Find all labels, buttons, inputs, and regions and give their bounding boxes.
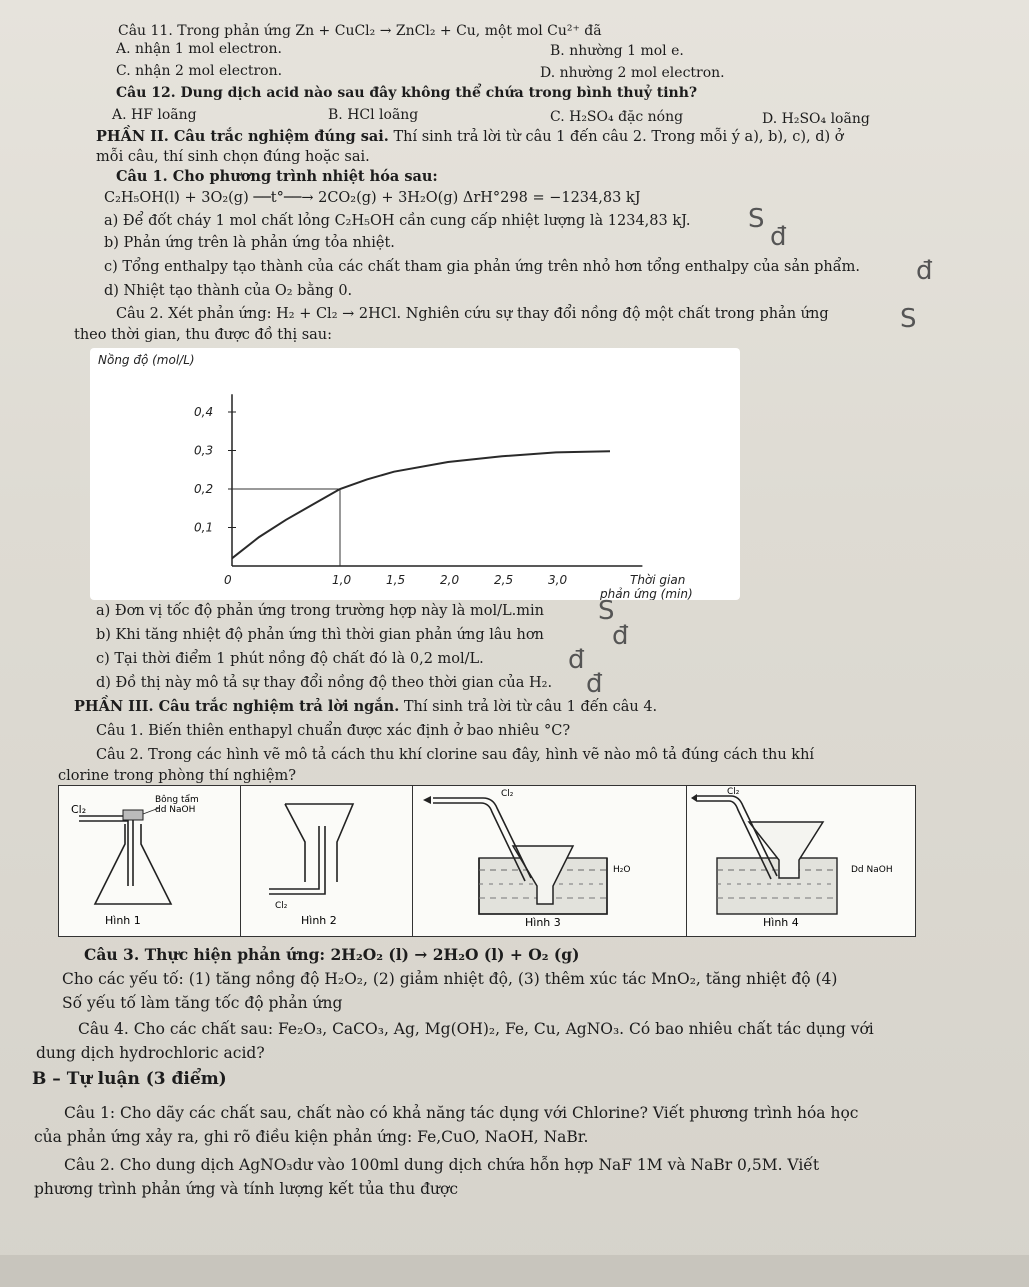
part2-header (96, 128, 844, 146)
q12-option-c: C. H₂SO₄ đặc nóng (550, 109, 684, 125)
flask-setup-drawing (59, 786, 241, 936)
figure-2 (240, 785, 414, 937)
p2-q2-d: d) Đồ thị này mô tả sự thay đổi nồng độ theo thời gian của H₂. (96, 675, 553, 691)
q11-option-a: A. nhận 1 mol electron. (116, 41, 282, 57)
p2-q1-a: a) Để đốt cháy 1 mol chất lỏng C₂H₅OH cần cung cấp nhiệt lượng là 1234,83 kJ. (104, 213, 691, 229)
handwritten-s-mark: S (598, 596, 615, 626)
handwritten-d-mark: đ (916, 256, 933, 286)
part3-title: PHẦN III. Câu trắc nghiệm trả lời ngắn. (74, 698, 400, 715)
naoh-trough-drawing (687, 786, 915, 936)
handwritten-d-mark: đ (770, 222, 787, 252)
water-trough-drawing (413, 786, 687, 936)
figure-3-caption: Hình 3 (525, 916, 561, 929)
part2-intro-2: mỗi câu, thí sinh chọn đúng hoặc sai. (96, 149, 370, 165)
figure-1-pad-label-1: Bông tẩm (155, 795, 199, 805)
p2-q1-d: d) Nhiệt tạo thành của O₂ bằng 0. (104, 283, 353, 299)
figure-3-gas-label: Cl₂ (501, 789, 514, 799)
handwritten-s-mark: S (748, 204, 765, 234)
x-tick-label: 0 (224, 573, 232, 587)
chlorine-collection-figures (58, 785, 916, 935)
p3-q2-2: clorine trong phòng thí nghiệm? (58, 768, 296, 784)
figure-3 (412, 785, 688, 937)
p3-q4-2: dung dịch hydrochloric acid? (36, 1044, 265, 1062)
x-tick-label: 1,0 (332, 573, 352, 587)
p2-q1-b: b) Phản ứng trên là phản ứng tỏa nhiệt. (104, 235, 395, 251)
q11-option-c: C. nhận 2 mol electron. (116, 63, 283, 79)
concentration-chart (90, 348, 740, 600)
q11-option-d: D. nhường 2 mol electron. (540, 65, 725, 81)
figure-2-caption: Hình 2 (301, 914, 337, 927)
inverted-funnel-drawing (241, 786, 413, 936)
q12-option-d: D. H₂SO₄ loãng (762, 111, 870, 127)
y-tick-label: 0,3 (194, 443, 214, 458)
p2-q2-stem-2: theo thời gian, thu được đồ thị sau: (74, 327, 333, 343)
chart-canvas (90, 348, 740, 600)
partB-title: B – Tự luận (3 điểm) (32, 1069, 227, 1089)
figure-1-gas-label: Cl₂ (71, 803, 87, 816)
p2-q1-stem: Câu 1. Cho phương trình nhiệt hóa sau: (116, 168, 438, 185)
p3-q2-1: Câu 2. Trong các hình vẽ mô tả cách thu khí clorine sau đây, hình vẽ nào mô tả đúng cách thu khí (96, 747, 815, 763)
figure-4 (686, 785, 916, 937)
x-axis-label: Thời gian (630, 573, 686, 587)
x-axis-label-2: phản ứng (min) (600, 587, 693, 600)
x-tick-label: 2,0 (440, 573, 460, 587)
x-tick-label: 2,5 (494, 573, 514, 587)
pB-q2-2: phương trình phản ứng và tính lượng kết tủa thu được (34, 1180, 459, 1198)
p2-q2-c: c) Tại thời điểm 1 phút nồng độ chất đó là 0,2 mol/L. (96, 651, 484, 667)
x-tick-label: 3,0 (548, 573, 568, 587)
q11-stem: Câu 11. Trong phản ứng Zn + CuCl₂ → ZnCl₂ + Cu, một mol Cu²⁺ đã (118, 23, 602, 39)
q12-option-a: A. HF loãng (112, 107, 197, 123)
p3-q3-1: Câu 3. Thực hiện phản ứng: 2H₂O₂ (l) → 2H₂O (l) + O₂ (g) (84, 945, 580, 964)
y-tick-label: 0,2 (194, 482, 214, 496)
pB-q1-2: của phản ứng xảy ra, ghi rõ điều kiện phản ứng: Fe,CuO, NaOH, NaBr. (34, 1128, 589, 1146)
page-bottom-edge (0, 1255, 1029, 1287)
q12-stem: Câu 12. Dung dịch acid nào sau đây không thể chứa trong bình thuỷ tinh? (116, 85, 698, 101)
y-tick-label: 0,4 (194, 405, 214, 419)
concentration-curve (232, 451, 610, 558)
pB-q2-1: Câu 2. Cho dung dịch AgNO₃dư vào 100ml dung dịch chứa hỗn hợp NaF 1M và NaBr 0,5M. Viết (64, 1156, 820, 1174)
handwritten-d-mark: đ (612, 621, 629, 651)
p3-q4-1: Câu 4. Cho các chất sau: Fe₂O₃, CaCO₃, Ag, Mg(OH)₂, Fe, Cu, AgNO₃. Có bao nhiêu chất tác dụng với (78, 1020, 874, 1038)
figure-3-water-label: H₂O (613, 865, 631, 875)
y-axis-label: Nồng độ (mol/L) (98, 353, 195, 367)
x-tick-label: 1,5 (386, 573, 406, 587)
figure-4-caption: Hình 4 (763, 916, 799, 929)
p2-q2-a: a) Đơn vị tốc độ phản ứng trong trường hợp này là mol/L.min (96, 603, 544, 619)
p2-q2-b: b) Khi tăng nhiệt độ phản ứng thì thời gian phản ứng lâu hơn (96, 627, 544, 643)
figure-4-gas-label: Cl₂ (727, 787, 740, 797)
handwritten-s-mark: S (900, 304, 917, 334)
handwritten-d-mark: đ (586, 669, 603, 699)
part2-title: PHẦN II. Câu trắc nghiệm đúng sai. (96, 128, 389, 145)
part3-header (74, 698, 657, 716)
figure-1 (58, 785, 242, 937)
part3-intro: Thí sinh trả lời từ câu 1 đến câu 4. (403, 699, 658, 715)
q11-option-b: B. nhường 1 mol e. (550, 43, 684, 59)
p3-q3-3: Số yếu tố làm tăng tốc độ phản ứng (62, 994, 343, 1012)
p3-q3-2: Cho các yếu tố: (1) tăng nồng độ H₂O₂, (2) giảm nhiệt độ, (3) thêm xúc tác MnO₂, tăng nhiệt độ (4) (62, 970, 838, 988)
p2-q1-c: c) Tổng enthalpy tạo thành của các chất tham gia phản ứng trên nhỏ hơn tổng enthalpy của sản phẩm. (104, 259, 860, 275)
figure-1-caption: Hình 1 (105, 914, 141, 927)
p2-q2-stem: Câu 2. Xét phản ứng: H₂ + Cl₂ → 2HCl. Nghiên cứu sự thay đổi nồng độ một chất trong phản ứng (116, 306, 829, 322)
q12-option-b: B. HCl loãng (328, 107, 419, 123)
p3-q1: Câu 1. Biến thiên enthapyl chuẩn được xác định ở bao nhiêu °C? (96, 723, 571, 739)
figure-4-naoh-label: Dd NaOH (851, 865, 893, 875)
figure-1-pad-label-2: dd NaOH (155, 805, 196, 815)
y-tick-label: 0,1 (194, 520, 214, 535)
figure-2-gas-label: Cl₂ (275, 901, 288, 911)
p2-q1-equation: C₂H₅OH(l) + 3O₂(g) ──t°──→ 2CO₂(g) + 3H₂O(g) ΔrH°298 = −1234,83 kJ (104, 190, 641, 206)
part2-intro-1: Thí sinh trả lời từ câu 1 đến câu 2. Trong mỗi ý a), b), c), d) ở (393, 129, 844, 145)
handwritten-d-mark: đ (568, 645, 585, 675)
pB-q1-1: Câu 1: Cho dãy các chất sau, chất nào có khả năng tác dụng với Chlorine? Viết phương trình hóa học (64, 1104, 859, 1122)
